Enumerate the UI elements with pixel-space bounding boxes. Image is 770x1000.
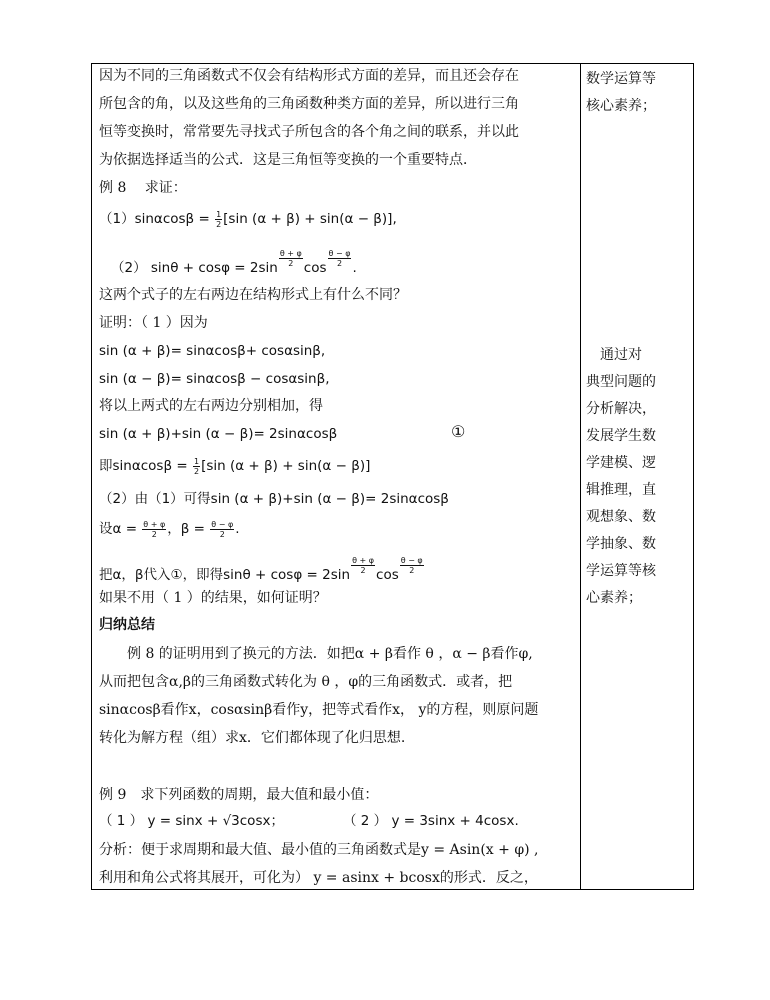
side-line: 数学运算等 [586,71,656,87]
example-9-part-1: （ 1 ） y = sinx + √3cosx； [99,813,284,829]
ji-suffix: [sin (α + β) + sin(α − β)] [201,458,371,474]
summary-line: 例 8 的证明用到了换元的方法．如把α + β看作 θ ，α − β看作φ, [127,646,533,662]
frac-num: θ − φ [328,249,351,258]
frac-num: θ + φ [279,249,302,258]
sum-fraction [142,520,166,539]
set-prefix: 设α = [99,521,142,537]
set-mid: ，β = [167,521,210,537]
frac-den: 2 [409,566,415,575]
side-spacer [586,120,690,342]
sin-sum-formula: sin (α + β)= sinαcosβ+ cosαsinβ, [99,343,326,359]
frac-den: 2 [336,259,343,268]
frac-den: 2 [193,466,200,476]
frac-den: 2 [219,529,225,539]
side-line: 发展学生数 [586,428,656,444]
frac-num: 1 [216,209,222,219]
equation-1 [99,209,397,229]
analysis-line: 利用和角公式将其展开，可化为） y = asinx + bcosx的形式．反之， [99,870,538,886]
side-line: 学抽象、数 [586,536,656,552]
column-divider [580,63,581,890]
ji-equation [99,456,370,476]
side-column [586,66,690,612]
side-line: 分析解决， [586,401,656,417]
substitution-definition [99,519,240,539]
half-fraction [193,457,200,476]
summary-line: sinαcosβ看作x，cosαsinβ看作y，把等式看作x， y的方程，则原问题 [99,702,539,718]
eq1-prefix: （1）sinαcosβ = [99,211,215,227]
frac-den: 2 [151,529,157,539]
frac-num: 1 [193,456,200,466]
paragraph-line: 因为不同的三角函数式不仅会有结构形式方面的差异，而且还会存在 [99,68,519,84]
question-1: 这两个式子的左右两边在结构形式上有什么不同？ [99,287,407,303]
set-end: . [235,521,240,537]
half-fraction [215,210,222,229]
frac-num: θ − φ [400,556,423,565]
side-line: 观想象、数 [586,509,656,525]
add-text: 将以上两式的左右两边分别相加，得 [99,398,323,414]
eq1-suffix: [sin (α + β) + sin(α − β)], [223,211,397,227]
frac-num: θ + φ [352,556,375,565]
diff-fraction [328,249,352,268]
sin-diff-formula: sin (α − β)= sinαcosβ − cosαsinβ, [99,371,330,387]
paragraph-line: 恒等变换时，常常要先寻找式子所包含的各个角之间的联系，并以此 [99,124,519,140]
summary-heading: 归纳总结 [99,617,155,633]
question-2: 如果不用（ 1 ）的结果，如何证明？ [99,590,327,606]
sum-fraction [279,249,303,268]
side-line: 心素养； [586,590,642,606]
example-8-title: 例 8 求证： [99,180,187,196]
diff-fraction [400,556,424,575]
sub-prefix: 把α，β代入①，即得sinθ + cosφ = 2sin [99,567,351,583]
circle-one-label: ① [451,422,466,441]
side-line: 学运算等核 [586,563,656,579]
eq2-prefix: （2） sinθ + cosφ = 2sin [111,260,278,276]
eq2-mid: cos [303,260,327,276]
frac-num: θ + φ [143,519,166,529]
equation-2 [111,249,357,278]
sub-mid: cos [376,567,399,583]
frac-den: 2 [216,219,222,229]
side-line: 通过对 [586,347,642,363]
summary-line: 转化为解方程（组）求x．它们都体现了化归思想. [99,730,406,746]
side-line: 典型问题的 [586,374,656,390]
paragraph-line: 为依据选择适当的公式．这是三角恒等变换的一个重要特点． [99,152,477,168]
ji-prefix: 即sinαcosβ = [99,458,192,474]
side-line: 辑推理，直 [586,482,656,498]
sum-equation: sin (α + β)+sin (α − β)= 2sinαcosβ [99,426,338,442]
side-line: 核心素养； [586,98,656,114]
frac-den: 2 [360,566,366,575]
example-9-title: 例 9 求下列函数的周期，最大值和最小值： [99,787,379,803]
side-line: 学建模、逻 [586,455,656,471]
summary-line: 从而把包含α,β的三角函数式转化为 θ ，φ的三角函数式．或者，把 [99,674,513,690]
eq2-end: . [352,260,357,276]
sum-fraction [351,556,375,575]
frac-num: θ − φ [211,519,234,529]
analysis-line: 分析：便于求周期和最大值、最小值的三角函数式是y = Asin(x + φ) , [99,842,539,858]
substitution-result [99,556,425,585]
frac-den: 2 [288,259,294,268]
part-2-line: （2）由（1）可得sin (α + β)+sin (α − β)= 2sinαcosβ [99,491,449,507]
paragraph-line: 所包含的角，以及这些角的三角函数种类方面的差异，所以进行三角 [99,96,519,112]
diff-fraction [210,520,234,539]
example-9-part-2: （ 2 ） y = 3sinx + 4cosx. [343,813,519,829]
proof-start: 证明：（ 1 ）因为 [99,315,208,331]
